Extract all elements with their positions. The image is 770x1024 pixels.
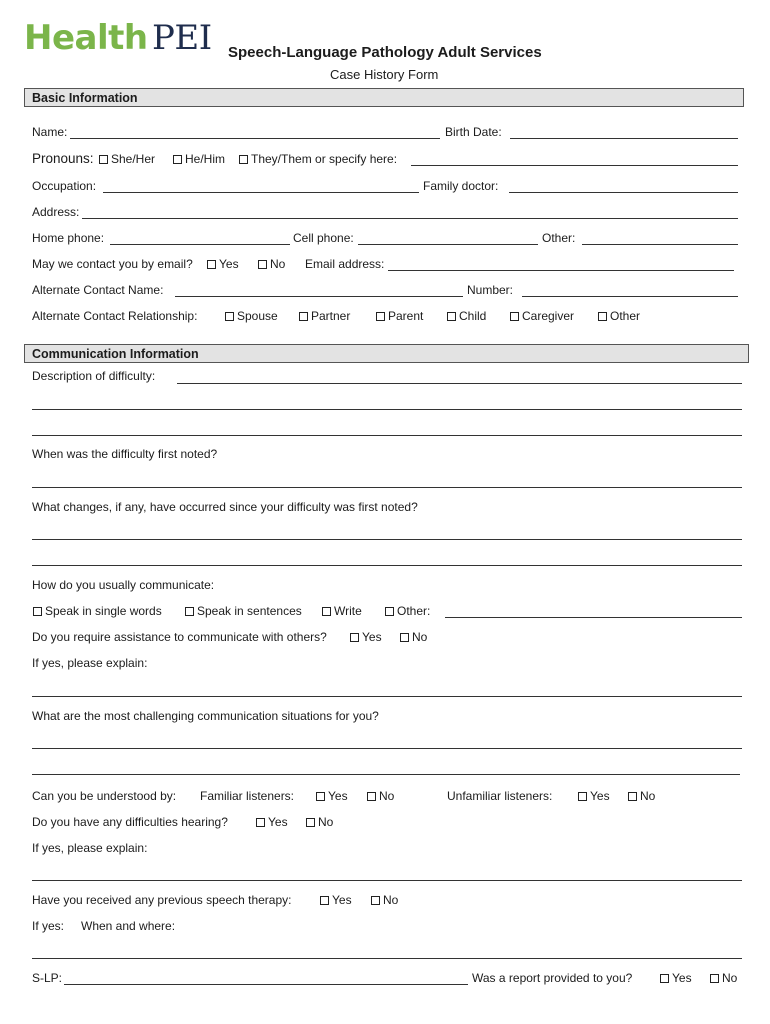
challenging-field-line[interactable] (32, 774, 740, 775)
home-phone-label: Home phone: (32, 231, 105, 245)
hearing-explain-label: If yes, please explain: (32, 841, 148, 855)
unfamiliar-no-option[interactable] (628, 789, 655, 803)
checkbox-icon[interactable] (299, 312, 308, 321)
checkbox-icon[interactable] (258, 260, 267, 269)
report-question: Was a report provided to you? (472, 971, 633, 985)
report-no-option[interactable] (710, 971, 737, 985)
relationship-other[interactable] (598, 309, 640, 323)
option-label: He/Him (185, 152, 226, 166)
assistance-explain-label: If yes, please explain: (32, 656, 148, 670)
familiar-yes-option[interactable] (316, 789, 348, 803)
section-heading: Basic Information (32, 91, 138, 105)
description-field-line[interactable] (32, 435, 742, 436)
checkbox-icon[interactable] (99, 155, 108, 164)
family-doctor-field[interactable] (509, 192, 738, 193)
comm-sentences[interactable] (185, 604, 302, 618)
checkbox-icon[interactable] (256, 818, 265, 827)
pronoun-he-him[interactable] (173, 152, 225, 166)
first-noted-field[interactable] (32, 487, 742, 488)
alt-contact-name-label: Alternate Contact Name: (32, 283, 164, 297)
option-label: Yes (362, 630, 382, 644)
checkbox-icon[interactable] (371, 896, 380, 905)
option-label: Other (610, 309, 641, 323)
birth-date-field[interactable] (510, 138, 738, 139)
assistance-explain-field[interactable] (32, 696, 742, 697)
checkbox-icon[interactable] (447, 312, 456, 321)
checkbox-icon[interactable] (628, 792, 637, 801)
name-label: Name: (32, 125, 68, 139)
address-field[interactable] (82, 218, 738, 219)
birth-date-label: Birth Date: (445, 125, 502, 139)
checkbox-icon[interactable] (350, 633, 359, 642)
option-label: Speak in single words (45, 604, 162, 618)
checkbox-icon[interactable] (578, 792, 587, 801)
previous-therapy-question: Have you received any previous speech therapy: (32, 893, 292, 907)
alt-number-field[interactable] (522, 296, 738, 297)
section-basic-information (24, 88, 744, 107)
alt-contact-name-field[interactable] (175, 296, 463, 297)
option-label: Parent (388, 309, 424, 323)
email-address-field[interactable] (388, 270, 734, 271)
slp-field[interactable] (64, 984, 468, 985)
cell-phone-field[interactable] (358, 244, 538, 245)
checkbox-icon[interactable] (207, 260, 216, 269)
option-label: No (379, 789, 395, 803)
option-label: Yes (328, 789, 348, 803)
familiar-no-option[interactable] (367, 789, 394, 803)
option-label: Write (334, 604, 362, 618)
relationship-parent[interactable] (376, 309, 423, 323)
checkbox-icon[interactable] (306, 818, 315, 827)
challenging-field-line[interactable] (32, 748, 742, 749)
email-no-option[interactable] (258, 257, 285, 271)
therapy-no-option[interactable] (371, 893, 398, 907)
checkbox-icon[interactable] (322, 607, 331, 616)
pronoun-she-her[interactable] (99, 152, 155, 166)
option-label: Yes (219, 257, 239, 271)
checkbox-icon[interactable] (185, 607, 194, 616)
require-assistance-question: Do you require assistance to communicate with others? (32, 630, 327, 644)
checkbox-icon[interactable] (710, 974, 719, 983)
option-label: No (722, 971, 738, 985)
option-label: She/Her (111, 152, 156, 166)
assistance-no-option[interactable] (400, 630, 427, 644)
logo-pei: PEI (152, 18, 212, 58)
relationship-child[interactable] (447, 309, 486, 323)
option-label: No (318, 815, 334, 829)
occupation-field[interactable] (103, 192, 419, 193)
pronoun-specify-field[interactable] (411, 165, 738, 166)
when-where-label: When and where: (81, 919, 176, 933)
section-communication-information (24, 344, 749, 363)
checkbox-icon[interactable] (225, 312, 234, 321)
logo-health: Health (24, 18, 148, 58)
option-label: No (383, 893, 399, 907)
relationship-partner[interactable] (299, 309, 350, 323)
report-yes-option[interactable] (660, 971, 692, 985)
description-field[interactable] (177, 383, 742, 384)
name-field[interactable] (70, 138, 440, 139)
relationship-caregiver[interactable] (510, 309, 574, 323)
understood-by-label: Can you be understood by: (32, 789, 177, 803)
option-label: Speak in sentences (197, 604, 302, 618)
checkbox-icon[interactable] (320, 896, 329, 905)
family-doctor-label: Family doctor: (423, 179, 499, 193)
checkbox-icon[interactable] (239, 155, 248, 164)
familiar-listeners-label: Familiar listeners: (200, 789, 295, 803)
unfamiliar-listeners-label: Unfamiliar listeners: (447, 789, 553, 803)
checkbox-icon[interactable] (173, 155, 182, 164)
comm-write[interactable] (322, 604, 362, 618)
option-label: No (640, 789, 656, 803)
hearing-yes-option[interactable] (256, 815, 288, 829)
unfamiliar-yes-option[interactable] (578, 789, 610, 803)
slp-label: S-LP: (32, 971, 63, 985)
checkbox-icon[interactable] (510, 312, 519, 321)
pronouns-label: Pronouns: (32, 151, 94, 166)
hearing-no-option[interactable] (306, 815, 333, 829)
pronoun-they-them[interactable] (239, 152, 397, 166)
option-label: Yes (590, 789, 610, 803)
checkbox-icon[interactable] (316, 792, 325, 801)
option-label: Spouse (237, 309, 278, 323)
option-label: Partner (311, 309, 351, 323)
email-yes-option[interactable] (207, 257, 239, 271)
if-yes-label: If yes: (32, 919, 65, 933)
email-address-label: Email address: (305, 257, 385, 271)
alt-number-label: Number: (467, 283, 514, 297)
address-label: Address: (32, 205, 80, 219)
relationship-spouse[interactable] (225, 309, 278, 323)
description-label: Description of difficulty: (32, 369, 156, 383)
option-label: No (270, 257, 286, 271)
checkbox-icon[interactable] (33, 607, 42, 616)
challenging-label: What are the most challenging communication situations for you? (32, 709, 379, 723)
therapy-yes-option[interactable] (320, 893, 352, 907)
option-label: Yes (268, 815, 288, 829)
checkbox-icon[interactable] (385, 607, 394, 616)
checkbox-icon[interactable] (376, 312, 385, 321)
option-label: Child (459, 309, 487, 323)
other-phone-field[interactable] (582, 244, 738, 245)
option-label: No (412, 630, 428, 644)
option-label: Yes (672, 971, 692, 985)
page-title: Speech-Language Pathology Adult Services (228, 44, 542, 61)
home-phone-field[interactable] (110, 244, 290, 245)
description-field-line[interactable] (32, 409, 742, 410)
checkbox-icon[interactable] (598, 312, 607, 321)
comm-other[interactable] (385, 604, 430, 618)
when-where-field[interactable] (32, 958, 742, 959)
page-subtitle: Case History Form (330, 67, 439, 82)
changes-field-line[interactable] (32, 539, 742, 540)
how-communicate-label: How do you usually communicate: (32, 578, 215, 592)
changes-field-line[interactable] (32, 565, 742, 566)
comm-single-words[interactable] (33, 604, 162, 618)
first-noted-label: When was the difficulty first noted? (32, 447, 218, 461)
contact-email-question: May we contact you by email? (32, 257, 193, 271)
assistance-yes-option[interactable] (350, 630, 382, 644)
changes-label: What changes, if any, have occurred since your difficulty was first noted? (32, 500, 418, 514)
option-label: Other: (397, 604, 431, 618)
cell-phone-label: Cell phone: (293, 231, 354, 245)
option-label: They/Them or specify here: (251, 152, 398, 166)
comm-other-field[interactable] (445, 617, 742, 618)
checkbox-icon[interactable] (367, 792, 376, 801)
other-phone-label: Other: (542, 231, 576, 245)
checkbox-icon[interactable] (400, 633, 409, 642)
section-heading: Communication Information (32, 347, 199, 361)
hearing-explain-field[interactable] (32, 880, 742, 881)
checkbox-icon[interactable] (660, 974, 669, 983)
alt-contact-relationship-label: Alternate Contact Relationship: (32, 309, 198, 323)
occupation-label: Occupation: (32, 179, 97, 193)
option-label: Yes (332, 893, 352, 907)
option-label: Caregiver (522, 309, 575, 323)
hearing-question: Do you have any difficulties hearing? (32, 815, 228, 829)
